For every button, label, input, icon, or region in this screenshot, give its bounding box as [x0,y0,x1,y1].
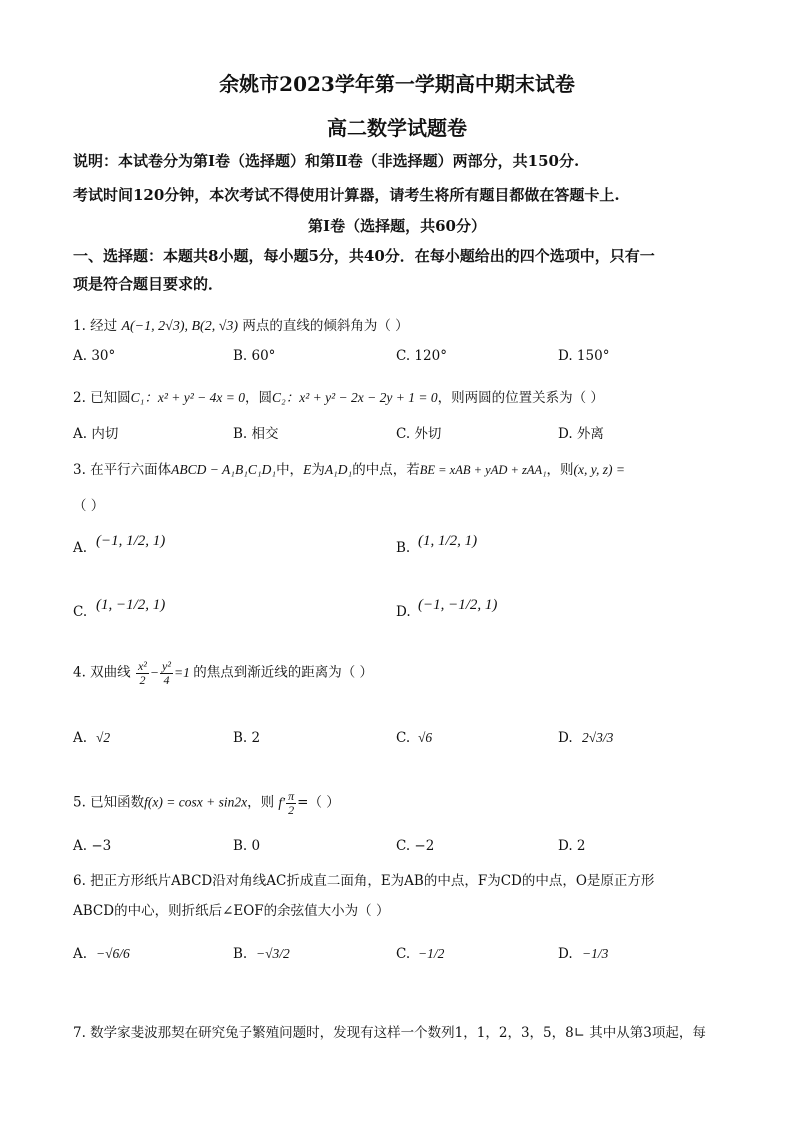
question-6-line-2: ABCD的中心，则折纸后∠EOF的余弦值大小为（ ） [73,903,390,919]
q5-function: f(x) = cosx + sin2x [144,794,248,810]
q4-equation: $\frac{\text{x²}}{2}$ − $\frac{\text{y²}}{4}$ =1 [137,659,194,687]
part-heading: 第Ⅰ卷（选择题，共60分） [308,217,486,235]
q2-option-c: C. 外切 [396,426,442,442]
q5-option-c: C. −2 [396,838,435,854]
q3-option-b-value: (1, 1/2, 1) [418,533,478,549]
q3-option-a-label: A. [73,540,88,556]
q1-option-b: B. 60° [233,348,276,364]
q3-suffix: ，则 [546,462,574,478]
q3-option-c-label: C. [73,604,88,620]
question-1 [73,314,409,335]
q3-point-e: E [303,462,312,477]
q1-option-c: C. 120° [396,348,447,364]
q1-points: A(−1, 2√3), B(2, √3) [121,319,239,334]
q4-option-a-label: A. [73,730,88,746]
q2-option-d: D. 外离 [558,426,604,442]
q2-suffix: ，则两圆的位置关系为（ ） [437,390,604,406]
q1-suffix: 两点的直线的倾斜角为（ ） [242,318,409,334]
q3-option-c-value: (1, −1/2, 1) [96,597,166,613]
q4-option-c-label: C. [396,730,411,746]
question-5 [73,790,340,817]
q2-option-b: B. 相交 [233,426,279,442]
q6-option-a-value: −√6/6 [96,946,130,961]
q3-blank: （ ） [73,498,105,514]
q5-prefix: 5. 已知函数 [73,794,145,811]
instructions-line-2: 考试时间120分钟，本次考试不得使用计算器，请考生将所有题目都做在答题卡上. [73,186,620,204]
q4-option-c-value: √6 [418,730,433,745]
q3-mid1: 中， [276,462,304,478]
q5-option-a: A. −3 [73,838,112,854]
q3-segment: A₁D₁ [324,462,353,477]
q6-option-a-label: A. [73,946,88,962]
q3-option-d-value: (−1, −1/2, 1) [418,597,498,613]
q2-circle-1: C₁：x² + y² − 4x = 0 [130,390,246,405]
section-instruction-line-1: 一、选择题：本题共8小题，每小题5分，共40分．在每小题给出的四个选项中，只有一 [73,247,655,265]
q4-option-a-value: √2 [96,730,111,745]
q2-mid: ，圆 [245,390,273,406]
question-7-line-1: 7. 数学家斐波那契在研究兔子繁殖问题时，发现有这样一个数列1，1，2，3，5，8∟ 其中从第3项起，每 [73,1025,706,1041]
q3-tuple: (x, y, z) = [573,462,626,477]
q1-option-a: A. 30° [73,348,116,364]
q5-option-b: B. 0 [233,838,261,854]
q3-vector-equation: BE = xAB + yAD + zAA₁ [419,463,547,477]
q6-option-c-value: −1/2 [418,946,445,961]
question-4 [73,660,373,687]
q6-option-b-value: −√3/2 [256,946,290,961]
q6-option-d-value: −1/3 [582,946,609,961]
q4-suffix: 的焦点到渐近线的距离为（ ） [193,664,374,681]
q2-prefix: 2. 已知圆 [73,390,131,406]
q3-mid2: 为 [311,462,325,478]
question-3 [73,458,625,478]
q3-solid: ABCD − A₁B₁C₁D₁ [171,462,277,477]
q3-mid3: 的中点，若 [352,462,420,478]
question-2 [73,386,604,406]
question-6-line-1: 6. 把正方形纸片ABCD沿对角线AC折成直二面角，E为AB的中点，F为CD的中点，O是原正方形 [73,873,655,889]
q5-suffix: =（ ） [297,794,340,811]
q4-option-d-label: D. [558,730,573,746]
document-title: 余姚市2023学年第一学期高中期末试卷 [219,72,575,96]
q1-option-d: D. 150° [558,348,610,364]
q5-derivative: f′ $\frac{\pi}{2}$ [278,789,295,817]
q5-option-d: D. 2 [558,838,586,854]
q4-option-b: B. 2 [233,730,261,746]
q6-option-c-label: C. [396,946,411,962]
q6-option-b-label: B. [233,946,248,962]
document-subtitle: 高二数学试题卷 [327,116,467,140]
q2-circle-2: C₂：x² + y² − 2x − 2y + 1 = 0 [272,390,438,405]
instructions-line-1: 说明：本试卷分为第Ⅰ卷（选择题）和第Ⅱ卷（非选择题）两部分，共150分. [73,152,580,170]
q2-option-a: A. 内切 [73,426,119,442]
q3-option-b-label: B. [396,540,411,556]
q3-option-d-label: D. [396,604,411,620]
q4-option-d-value: 2√3/3 [582,730,614,745]
q5-mid: ，则 [247,794,275,811]
q6-option-d-label: D. [558,946,573,962]
q3-prefix: 3. 在平行六面体 [73,462,172,478]
q3-option-a-value: (−1, 1/2, 1) [96,533,166,549]
q4-prefix: 4. 双曲线 [73,664,131,681]
q1-prefix: 1. 经过 [73,318,118,334]
section-instruction-line-2: 项是符合题目要求的． [73,275,224,293]
